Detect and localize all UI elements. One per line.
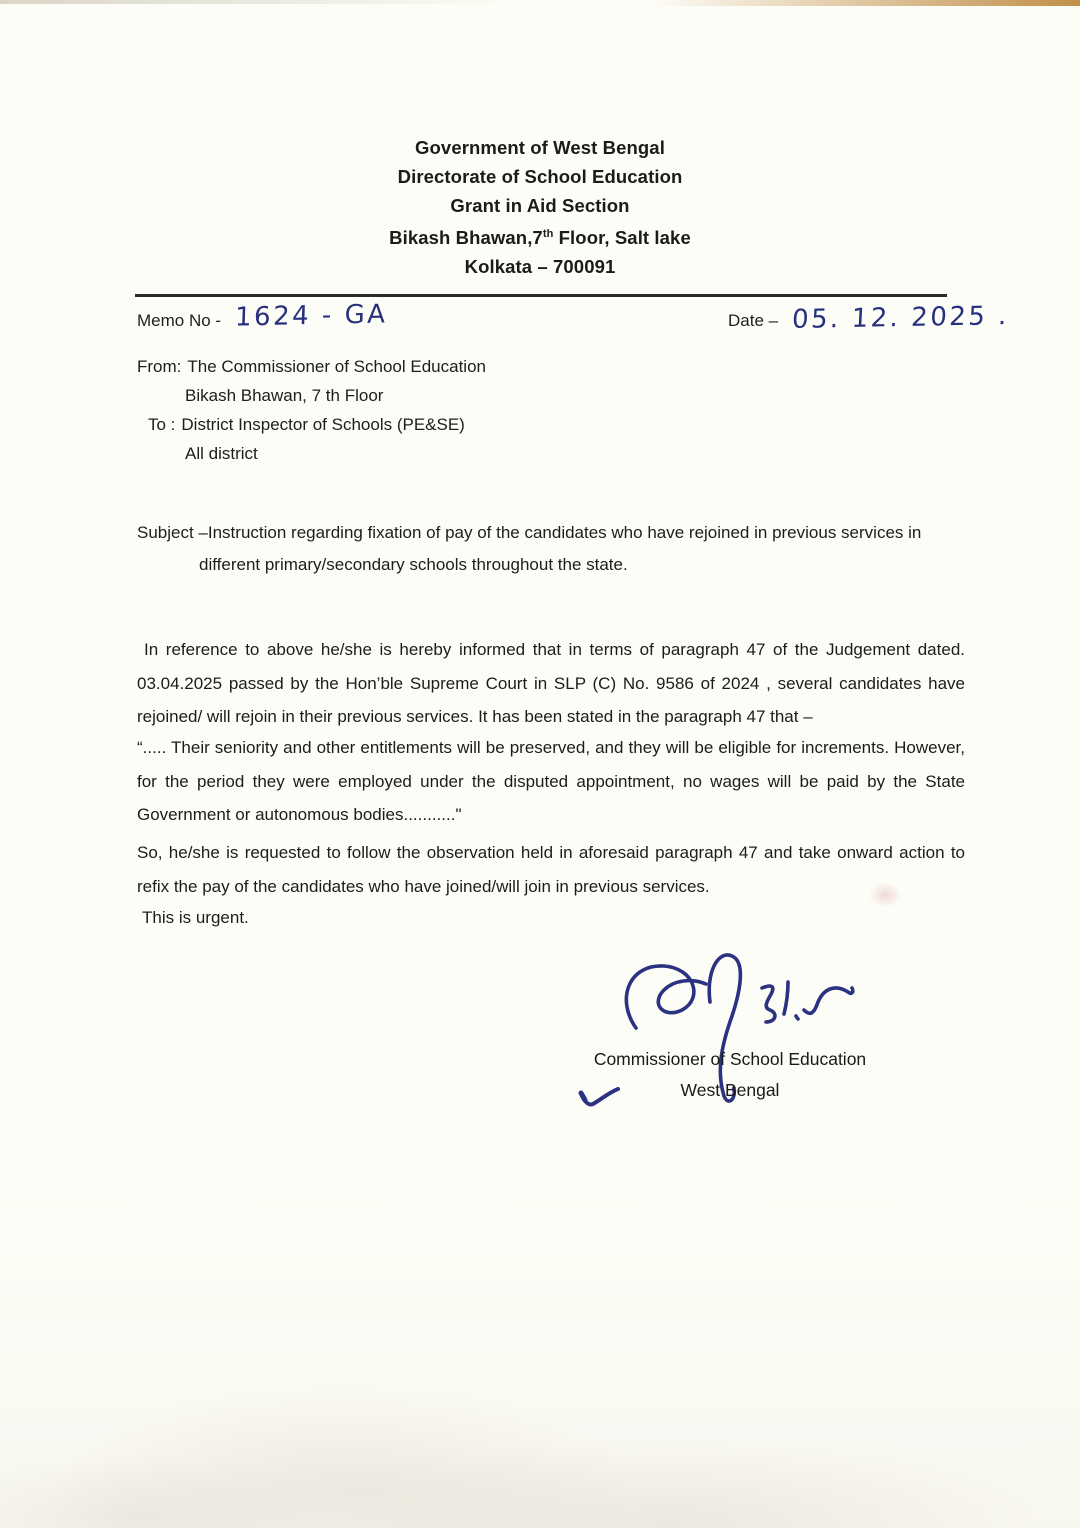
to-district-line: All district <box>185 444 258 463</box>
letterhead-address-pre: Bikash Bhawan,7 <box>389 227 543 249</box>
from-value: The Commissioner of School Education <box>187 357 486 376</box>
memo-no-label: Memo No - <box>137 311 222 330</box>
memo-no-handwritten: 1624 - GA <box>234 299 388 333</box>
letterhead <box>0 133 1080 281</box>
date-label: Date – <box>728 311 779 330</box>
to-value: District Inspector of Schools (PE&SE) <box>181 415 465 434</box>
header-divider-line <box>135 294 947 297</box>
letterhead-address <box>0 220 1080 252</box>
letterhead-address-post: Floor, Salt lake <box>553 227 691 249</box>
tick-mark <box>578 1086 622 1114</box>
scan-artifact-top-left <box>0 0 520 4</box>
from-line <box>137 352 486 381</box>
memo-row <box>137 299 1010 349</box>
body-paragraph-quote: “..... Their seniority and other entitlements will be preserved, and they will be eligible for increments. However, for the period they were employed under the disputed appointment, no wages will be paid by the State Government or autonomous bodies..........." <box>137 738 965 824</box>
letterhead-address-superscript: th <box>542 228 554 240</box>
scan-artifact-top-right <box>650 0 1080 6</box>
to-label: To : <box>148 415 176 434</box>
subject-line: Subject –Instruction regarding fixation of pay of the candidates who have rejoined in previous services in different primary/secondary schools throughout the state. <box>137 523 922 574</box>
letterhead-city: Kolkata – 700091 <box>464 256 616 278</box>
from-address-line: Bikash Bhawan, 7 th Floor <box>185 386 384 405</box>
signatory-region: West Bengal <box>680 1080 780 1100</box>
from-label: From: <box>137 357 182 376</box>
date-handwritten: 05. 12. 2025 . <box>791 301 1010 335</box>
body-paragraph-3: So, he/she is requested to follow the observation held in aforesaid paragraph 47 and take onward action to refix the pay of the candidates who have joined/will join in previous services. <box>137 843 965 896</box>
addressing-block <box>137 352 486 468</box>
letterhead-directorate: Directorate of School Education <box>397 166 683 187</box>
signatory-title: Commissioner of School Education <box>593 1049 867 1069</box>
body-paragraph-1: In reference to above he/she is hereby informed that in terms of paragraph 47 of the Judgement dated. 03.04.2025 passed by the Hon’ble Supreme Court in SLP (C) No. 9586 of 2024 , several candidates have rejoined/ will rejoin in their previous services. It has been stated in the paragraph 47 that – <box>137 640 965 726</box>
letterhead-section: Grant in Aid Section <box>450 195 630 216</box>
to-line <box>148 410 486 439</box>
urgency-note: This is urgent. <box>142 908 249 927</box>
letterhead-org: Government of West Bengal <box>415 137 665 158</box>
